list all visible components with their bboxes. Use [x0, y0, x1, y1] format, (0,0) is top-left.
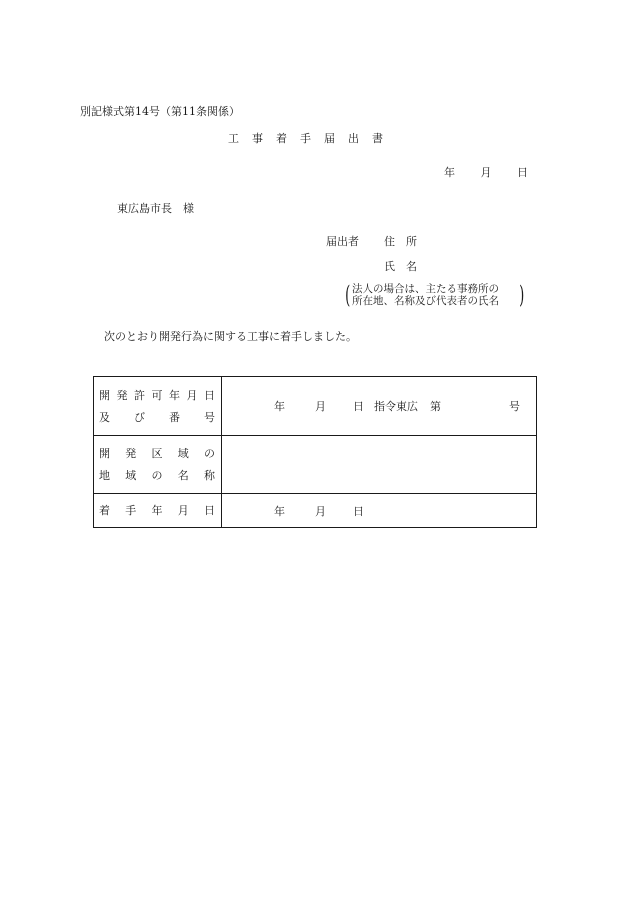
submission-date: 年 月 日 — [444, 166, 528, 179]
corporation-note — [352, 283, 499, 307]
permit-value-cell — [222, 377, 537, 436]
area-label-cell — [94, 436, 222, 494]
document-title: 工事着手届出書 — [228, 132, 396, 145]
permit-label-line2: 及 び 番 号 — [99, 410, 215, 424]
submitter-address-label: 住 所 — [384, 235, 417, 248]
permit-go: 号 — [509, 400, 520, 413]
start-date-label-cell — [94, 494, 222, 528]
submitter-label: 届出者 — [326, 235, 359, 248]
start-year: 年 — [274, 504, 285, 518]
permit-directive: 指令東広 — [374, 400, 418, 413]
form-number: 別記様式第14号（第11条関係） — [80, 105, 240, 118]
table-row — [94, 377, 537, 436]
area-value-cell — [222, 436, 537, 494]
note-open-paren: ( — [345, 281, 351, 309]
table-row — [94, 494, 537, 528]
permit-year: 年 — [274, 400, 285, 413]
note-close-paren: ) — [519, 281, 525, 309]
permit-month: 月 — [315, 400, 326, 413]
intro-text: 次のとおり開発行為に関する工事に着手しました。 — [104, 330, 357, 343]
area-label-line1: 開 発 区 域 の — [99, 447, 215, 460]
start-date-value-cell — [222, 494, 537, 528]
addressee: 東広島市長 様 — [117, 202, 194, 215]
permit-dai: 第 — [430, 400, 441, 413]
table-row — [94, 436, 537, 494]
permit-day: 日 — [353, 400, 364, 413]
start-month: 月 — [315, 504, 326, 518]
permit-label-cell — [94, 377, 222, 436]
start-date-label: 着 手 年 月 日 — [99, 504, 215, 517]
start-day: 日 — [353, 504, 364, 518]
area-label-line2: 地 域 の 名 称 — [99, 469, 215, 482]
corporation-note-line2: 所在地、名称及び代表者の氏名 — [352, 295, 499, 307]
corporation-note-line1: 法人の場合は、主たる事務所の — [352, 283, 499, 295]
submitter-name-label: 氏 名 — [384, 260, 417, 273]
construction-start-table — [93, 376, 537, 528]
permit-label-line1: 開 発 許 可 年 月 日 — [99, 388, 215, 402]
